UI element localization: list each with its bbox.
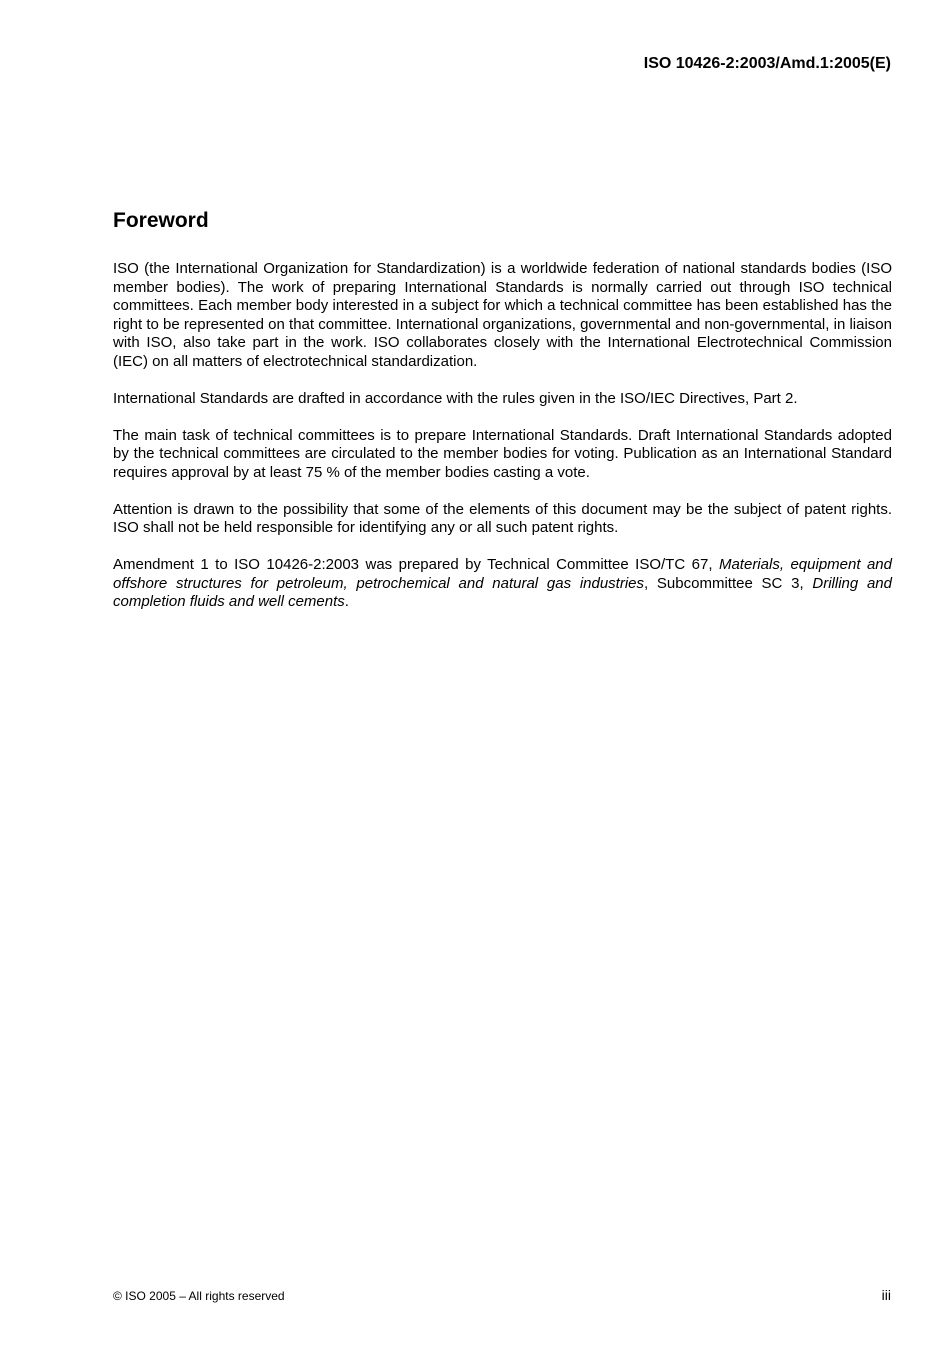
amendment-text-2: , Subcommittee SC 3, [644, 574, 813, 592]
page-number: iii [881, 1287, 891, 1303]
committee-title: Materials, equipment and offshore structures for petroleum, petrochemical and natural gas industries [113, 556, 892, 592]
paragraph-directives: International Standards are drafted in accordance with the rules given in the ISO/IEC Directives, Part 2. [113, 389, 798, 407]
document-id: ISO 10426-2:2003/Amd.1:2005(E) [643, 55, 891, 72]
foreword-body [113, 260, 892, 630]
amendment-text-1: Amendment 1 to ISO 10426-2:2003 was prepared by Technical Committee ISO/TC 67, [113, 556, 719, 573]
copyright-notice: © ISO 2005 – All rights reserved [113, 1289, 285, 1303]
paragraph-amendment [113, 556, 892, 612]
subcommittee-title: Drilling and completion fluids and well cements [113, 574, 892, 610]
section-heading: Foreword [113, 209, 209, 232]
paragraph-patent-rights: Attention is drawn to the possibility that some of the elements of this document may be the subject of patent rights. ISO shall not be held responsible for identifying any or all such patent rights. [113, 500, 892, 536]
paragraph-committee-task: The main task of technical committees is to prepare International Standards. Draft International Standards adopted by the technical committees are circulated to the member bodies for voting. Publication as an International Standard requires approval by at least 75 % of the member bodies casting a vote. [113, 426, 892, 481]
paragraph-iso-overview: ISO (the International Organization for Standardization) is a worldwide federation of national standards bodies (ISO member bodies). The work of preparing International Standards is normally carried out through ISO technical committees. Each member body interested in a subject for which a technical committee has been established has the right to be represented on that committee. International organizations, governmental and non-governmental, in liaison with ISO, also take part in the work. ISO collaborates closely with the International Electrotechnical Commission (IEC) on all matters of electrotechnical standardization. [113, 260, 892, 370]
amendment-text-3: . [344, 593, 349, 610]
